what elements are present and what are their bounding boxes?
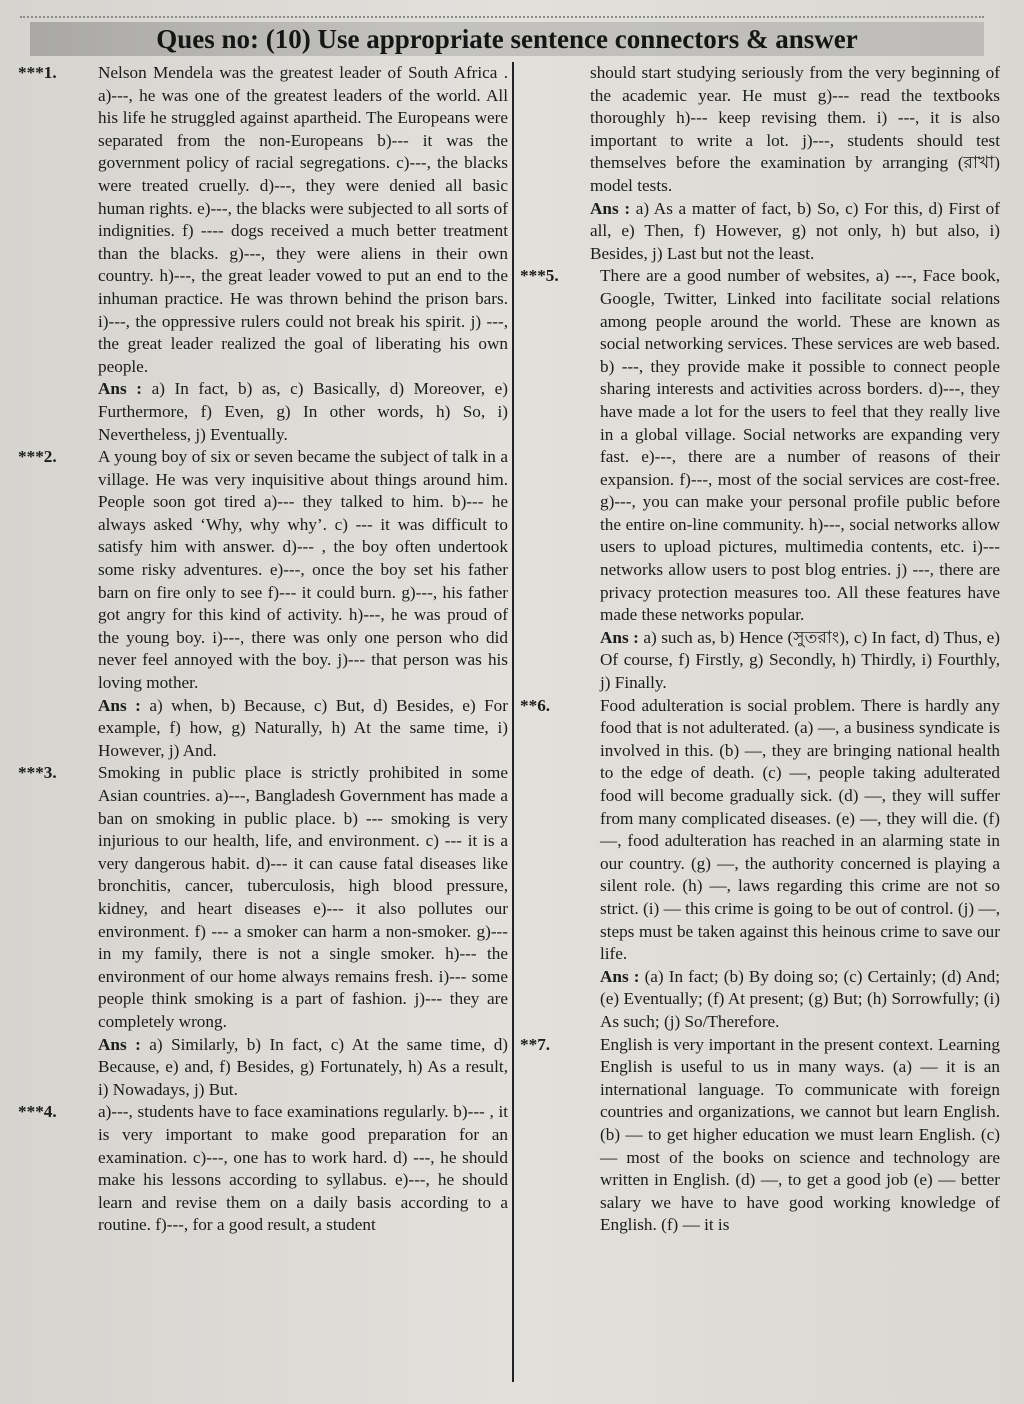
question-text: should start studying seriously from the very beginning of the academic year. He must g)--- read the textbooks thoroughly h)--- keep revising them. i) ---, it is also important to write a lot. j)---, students should test themselves before the examination by arranging (রাখা) model tests.	[590, 63, 1000, 195]
question-4-continued	[520, 62, 1000, 265]
question-5	[520, 265, 1000, 694]
question-number: ***3.	[18, 763, 57, 783]
question-6	[520, 695, 1000, 1034]
question-text: a)---, students have to face examinations regularly. b)--- , it is very important to make good preparation for an examination. c)---, one has to work hard. d) ---, he should make his lessons according to syllabus. e)---, he should learn and revise them on a daily basis according to a routine. f)---, for a good result, a student	[98, 1102, 508, 1235]
answer: Ans : a) Similarly, b) In fact, c) At the same time, d) Because, e) and, f) Besides, g) Fortunately, h) As a result, i) Nowadays, j) But.	[98, 1034, 509, 1099]
question-4	[18, 1101, 508, 1237]
question-3	[18, 762, 508, 1101]
section-title: Ques no: (10) Use appropriate sentence connectors & answer	[156, 24, 858, 54]
answer: Ans : a) As a matter of fact, b) So, c) For this, d) First of all, e) Then, f) However, g) not only, h) but also, i) Besides, j) Last but not the least.	[590, 198, 1001, 263]
question-2	[18, 446, 508, 762]
question-text: English is very important in the present context. Learning English is useful to us in many ways. (a) — it is an international language. To communicate with foreign countries and organizations, we cannot but learn English. (b) — to get higher education we must learn English. (c) — most of the books on science and technology are written in English. (d) —, to get a good job (e) — better salary we have to have good working knowledge of English. (f) — it is	[600, 1034, 1000, 1235]
question-1	[18, 62, 508, 446]
question-number: **6.	[520, 695, 551, 715]
right-column	[520, 62, 1000, 1237]
answer: Ans : a) In fact, b) as, c) Basically, d) Moreover, e) Furthermore, f) Even, g) In other words, h) So, i) Nevertheless, j) Eventually.	[98, 379, 508, 444]
question-text: Smoking in public place is strictly prohibited in some Asian countries. a)---, Bangladesh Government has made a ban on smoking in public place. b) --- smoking is very injurious to our health, life, and environment. c) --- it is a very dangerous habit. d)--- it can cause fatal diseases like bronchitis, cancer, tuberculosis, high blood pressure, kidney, and heart diseases e)--- it also pollutes our environment. f) --- a smoker can harm a non-smoker. g)--- in my family, there is not a single smoker. h)--- the environment of our home always remains fresh. i)--- some people think smoking is a part of fashion. j)--- they are completely wrong.	[98, 763, 508, 1031]
answer: Ans : a) when, b) Because, c) But, d) Besides, e) For example, f) how, g) Naturally, h) At the same time, i) However, j) And.	[98, 695, 508, 760]
question-text: Food adulteration is social problem. There is hardly any food that is not adulterated. (a) —, a business syndicate is involved in this. (b) —, they are bringing national health to the edge of death. (c) —, people taking adulterated food will become gradually sick. (d) —, they will suffer from many complicated diseases. (e) —, they will die. (f) —, food adulteration has reached in an alarming state in our country. (g) —, the authority concerned is playing a silent role. (h) —, laws regarding this crime are not so strict. (i) — this crime is going to be out of control. (j) —, steps must be taken against this heinous crime to save our life.	[600, 695, 1000, 964]
question-7	[520, 1034, 1000, 1237]
question-number: ***1.	[18, 63, 57, 82]
question-text: Nelson Mendela was the greatest leader of South Africa . a)---, he was one of the greatest leaders of the world. All his life he struggled against apartheid. The Europeans were separated from the non-Europeans b)--- it was the government policy of racial segregations. c)---, the blacks were treated cruelly. d)---, they were denied all basic human rights. e)---, the blacks were subjected to all sorts of indignities. f) ---- dogs received a much better treatment than the blacks. g)---, they were aliens in their own country. h)---, the great leader vowed to put an end to the inhuman practice. He was thrown behind the prison bars. i)---, the oppressive rulers could not break his spirit. j) ---, the great leader realized the goal of liberating his own people.	[98, 63, 508, 376]
section-banner	[30, 22, 984, 56]
question-text: A young boy of six or seven became the subject of talk in a village. He was very inquisitive about things around him. People soon got tired a)--- they talked to him. b)--- he always asked ‘Why, why why’. c) --- it was difficult to satisfy him with answer. d)--- , the boy often undertook some risky adventures. e)---, once the boy set his father barn on fire only to see f)--- it could burn. g)---, his father got angry for this kind of activity. h)---, he was proud of the young boy. i)---, there was only one person who did never feel annoyed with the boy. j)--- that person was his loving mother.	[98, 447, 508, 693]
left-column	[18, 62, 508, 1237]
column-divider	[512, 62, 514, 1382]
answer: Ans : a) such as, b) Hence (সুতরাং), c) In fact, d) Thus, e) Of course, f) Firstly, g) Secondly, h) Thirdly, i) Fourthly, j) Finally.	[600, 627, 1001, 693]
header-divider	[20, 16, 984, 18]
question-number: **7.	[520, 1034, 551, 1054]
question-number: ***4.	[18, 1102, 57, 1122]
question-number: ***2.	[18, 447, 57, 467]
question-number: ***5.	[520, 266, 559, 286]
question-text: There are a good number of websites, a) ---, Face book, Google, Twitter, Linked into facilitate social relations among people around the world. These are known as social networking services. These services are web based. b) ---, they provide make it possible to connect people sharing interests and activities across borders. d)---, they have made a lot for the users to feel that they really live in a global village. Social networks are expanding very fast. e)---, there are a number of reasons of their expansion. f)---, most of the social services are cost-free. g)---, you can make your personal profile public before the entire on-line community. h)---, social networks allow users to upload pictures, multimedia contents, etc. i)--- networks allow users to post blog entries. j) ---, there are privacy protection measures too. All these features have made these networks popular.	[600, 266, 1000, 625]
answer: Ans : (a) In fact; (b) By doing so; (c) Certainly; (d) And; (e) Eventually; (f) At present; (g) But; (h) Sorrowfully; (i) As such; (j) So/Therefore.	[600, 966, 1000, 1031]
